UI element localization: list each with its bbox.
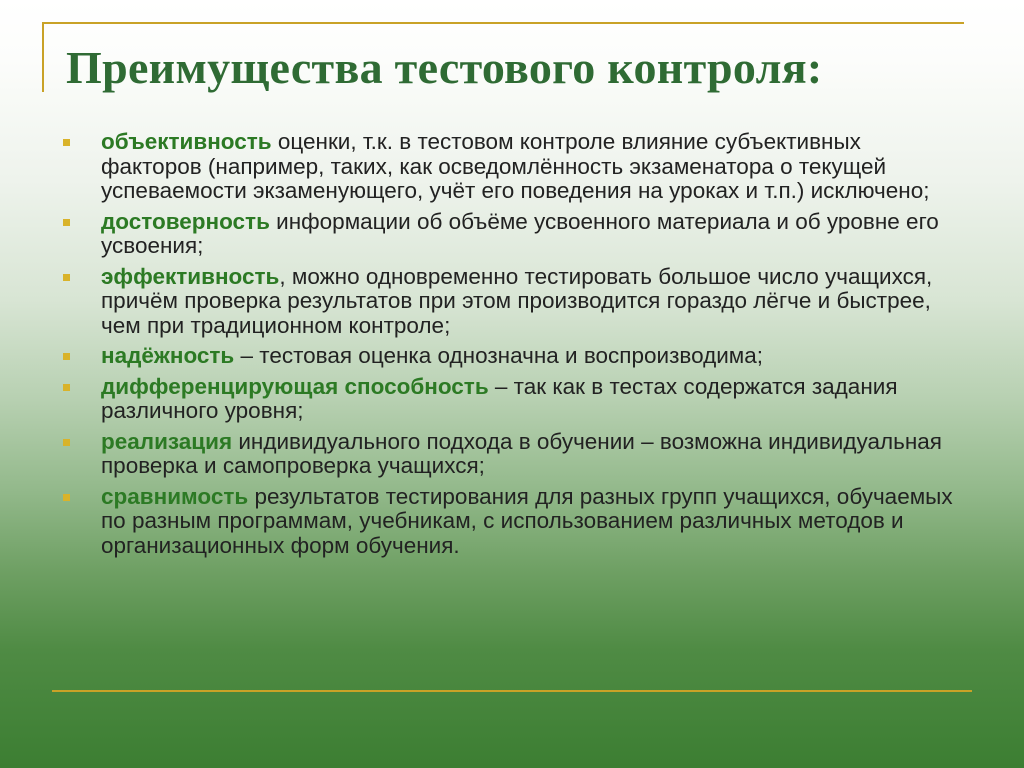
bullet-square-icon bbox=[63, 439, 70, 446]
bullet-text: оценки, т.к. в тестовом контроле влияние субъективных факторов (например, таких, как осведомлённость экзаменатора о текущей успеваемости экзаменующего, учёт его поведения на уроках и т.п.) исключено; bbox=[101, 129, 930, 203]
bottom-divider bbox=[52, 690, 972, 692]
bullet-text: результатов тестирования для разных групп учащихся, обучаемых по разным программам, учебникам, с использованием различных методов и организационных форм обучения. bbox=[101, 483, 953, 558]
slide-title: Преимущества тестового контроля: bbox=[66, 42, 823, 93]
bullet-term: надёжность bbox=[101, 343, 235, 368]
bullet-square-icon bbox=[63, 353, 70, 360]
bullet-text: – тестовая оценка однозначна и воспроизводима; bbox=[234, 343, 764, 368]
bullet-text: индивидуального подхода в обучении – возможна индивидуальная проверка и самопроверка учащихся; bbox=[101, 428, 942, 478]
bullet-square-icon bbox=[63, 384, 70, 391]
bullet-reliability-info bbox=[62, 210, 962, 259]
bullet-comparability bbox=[62, 485, 962, 559]
bullet-term: достоверность bbox=[101, 208, 270, 234]
bullet-square-icon bbox=[63, 274, 70, 281]
bullet-objectivity bbox=[62, 130, 962, 204]
bullet-term: сравнимость bbox=[101, 483, 249, 509]
bullet-square-icon bbox=[63, 219, 70, 226]
bullet-differentiating-ability bbox=[62, 375, 962, 424]
title-frame-left-rule bbox=[42, 22, 44, 92]
bullet-text: информации об объёме усвоенного материала и об уровне его усвоения; bbox=[101, 208, 939, 258]
bullet-term: дифференцирующая способность bbox=[101, 373, 489, 399]
bullet-term: эффективность bbox=[101, 263, 280, 289]
title-frame-top-rule bbox=[42, 22, 964, 24]
bullet-text: , можно одновременно тестировать большое число учащихся, причём проверка результатов при этом производится гораздо лёгче и быстрее, чем при традиционном контроле; bbox=[101, 263, 933, 338]
bullet-efficiency bbox=[62, 265, 962, 339]
bullet-list bbox=[62, 130, 962, 564]
bullet-term: реализация bbox=[101, 428, 233, 454]
bullet-implementation bbox=[62, 430, 962, 479]
bullet-term: объективность bbox=[101, 129, 272, 154]
bullet-text: – так как в тестах содержатся задания различного уровня; bbox=[101, 373, 898, 423]
bullet-square-icon bbox=[63, 494, 70, 501]
bullet-square-icon bbox=[63, 139, 70, 146]
bullet-dependability bbox=[62, 344, 962, 369]
